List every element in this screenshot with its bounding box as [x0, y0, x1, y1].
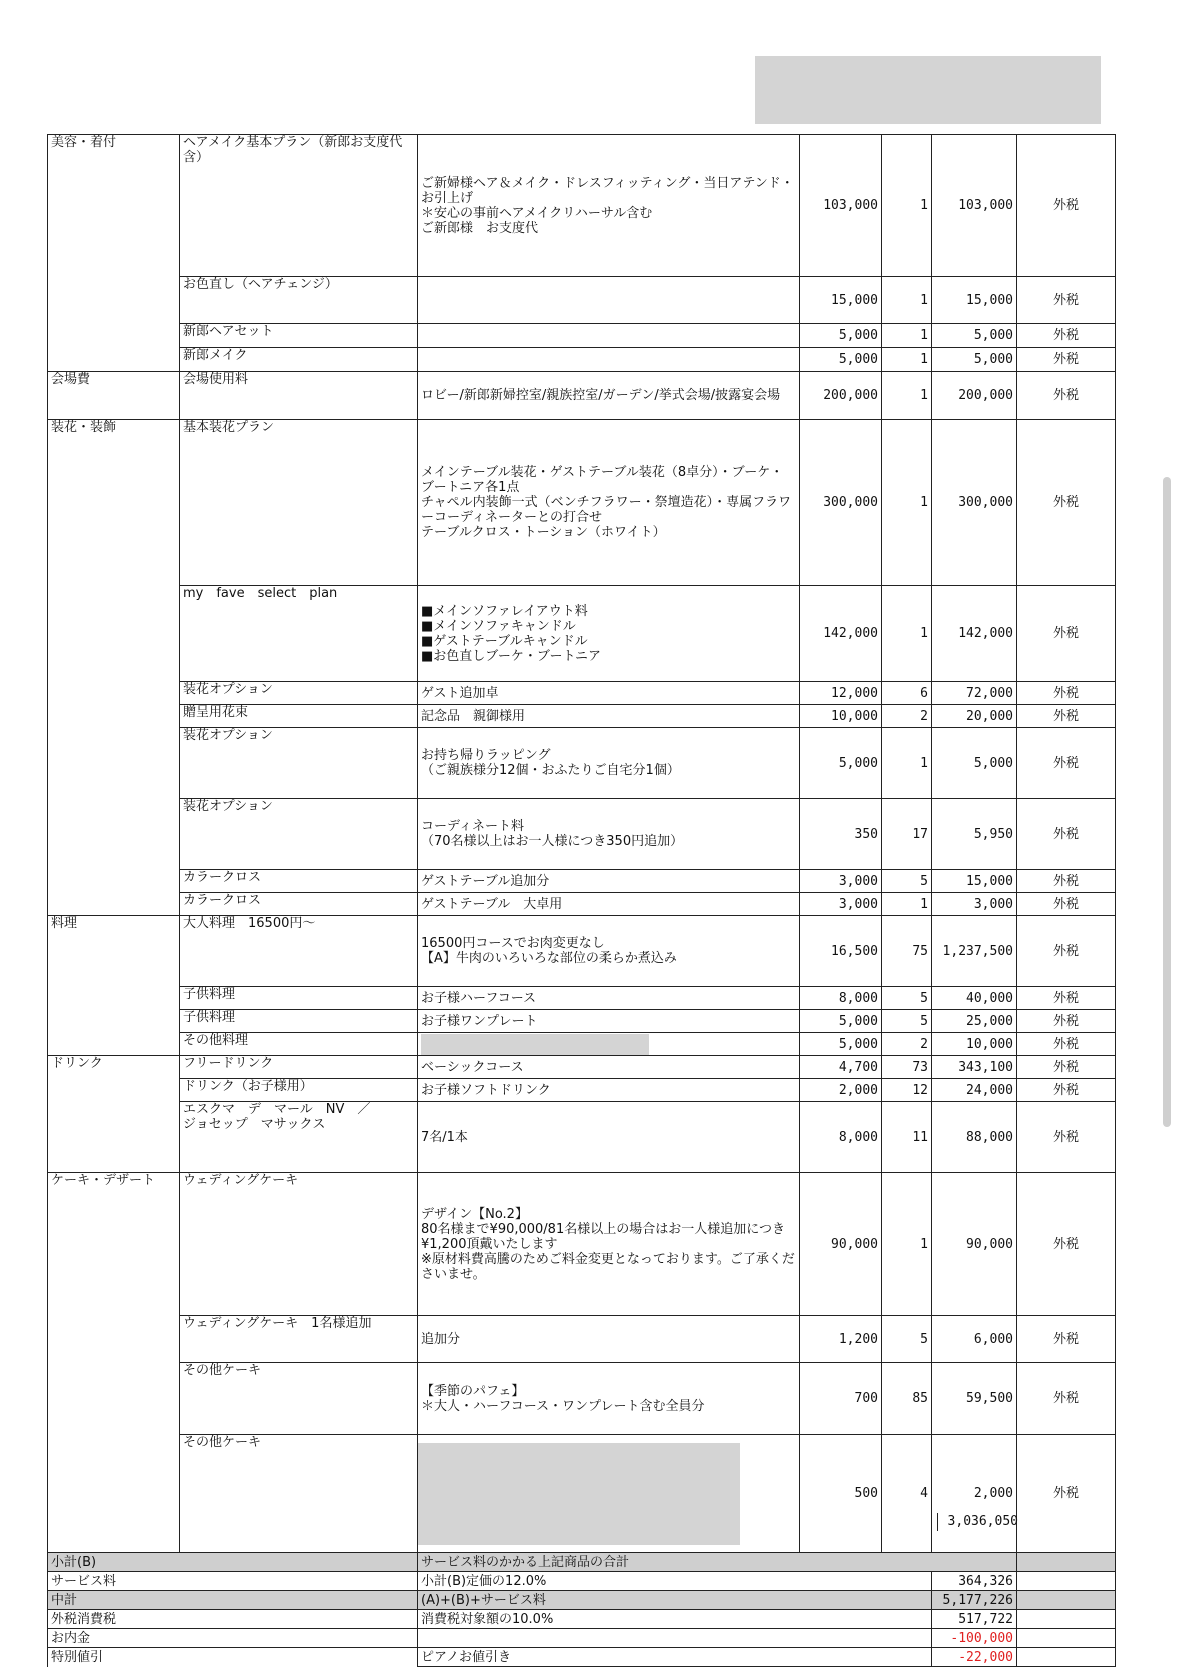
summary-row-midtotal: [48, 1591, 1116, 1610]
description-cell: [418, 1033, 800, 1056]
amount-cell: 343,100: [932, 1056, 1017, 1079]
summary-extra-cell: [1017, 1572, 1116, 1591]
amount-cell: 200,000: [932, 372, 1017, 420]
quantity-cell: 1: [882, 1173, 932, 1316]
table-row: [48, 586, 1116, 682]
summary-row-deposit: [48, 1629, 1116, 1648]
unit-price-cell: 142,000: [800, 586, 882, 682]
amount-cell: 24,000: [932, 1079, 1017, 1102]
amount-cell: 59,500: [932, 1363, 1017, 1435]
quantity-cell: 2: [882, 1033, 932, 1056]
description-cell: お子様ソフトドリンク: [418, 1079, 800, 1102]
amount-cell: 103,000: [932, 135, 1017, 277]
unit-price-cell: 4,700: [800, 1056, 882, 1079]
description-cell: ロビー/新郎新婦控室/親族控室/ガーデン/挙式会場/披露宴会場: [418, 372, 800, 420]
unit-price-cell: 2,000: [800, 1079, 882, 1102]
tax-type-cell: 外税: [1017, 1173, 1116, 1316]
summary-row-tax: [48, 1610, 1116, 1629]
item-cell: エスクマ デ マール NV ／ ジョセップ マサックス: [180, 1102, 418, 1173]
item-cell: 新郎メイク: [180, 348, 418, 372]
quantity-cell: 1: [882, 135, 932, 277]
item-cell: 子供料理: [180, 1010, 418, 1033]
vertical-scrollbar[interactable]: [1163, 477, 1171, 1127]
summary-row-subtotal: [48, 1553, 1116, 1572]
category-cell: 装花・装飾: [48, 420, 180, 916]
table-row: [48, 1102, 1116, 1173]
tax-type-cell: 外税: [1017, 1010, 1116, 1033]
item-cell: 子供料理: [180, 987, 418, 1010]
table-row: [48, 1010, 1116, 1033]
description-cell: 7名/1本: [418, 1102, 800, 1173]
amount-cell: 2,000: [932, 1435, 1017, 1553]
item-cell: 贈呈用花束: [180, 705, 418, 728]
table-row: [48, 870, 1116, 893]
amount-cell: 88,000: [932, 1102, 1017, 1173]
summary-description: [418, 1629, 932, 1648]
table-row: [48, 705, 1116, 728]
unit-price-cell: 8,000: [800, 1102, 882, 1173]
summary-label: 外税消費税: [48, 1610, 418, 1629]
unit-price-cell: 16,500: [800, 916, 882, 987]
description-cell: メインテーブル装花・ゲストテーブル装花（8卓分）・ブーケ・ブートニア各1点 チャペル内装飾一式（ベンチフラワー・祭壇造花）・専属フラワーコーディネーターとの打合せ テーブルクロス・トーション（ホワイト）: [418, 420, 800, 586]
tax-type-cell: 外税: [1017, 348, 1116, 372]
summary-amount: 517,722: [932, 1610, 1017, 1629]
table-row: [48, 799, 1116, 870]
summary-extra-cell: [1017, 1591, 1116, 1610]
item-cell: 基本装花プラン: [180, 420, 418, 586]
tax-type-cell: 外税: [1017, 916, 1116, 987]
unit-price-cell: 5,000: [800, 1033, 882, 1056]
tax-type-cell: 外税: [1017, 324, 1116, 348]
amount-cell: 10,000: [932, 1033, 1017, 1056]
tax-type-cell: 外税: [1017, 799, 1116, 870]
quantity-cell: 73: [882, 1056, 932, 1079]
quantity-cell: 17: [882, 799, 932, 870]
description-cell: 【季節のパフェ】 ＊大人・ハーフコース・ワンプレート含む全員分: [418, 1363, 800, 1435]
item-cell: フリードリンク: [180, 1056, 418, 1079]
amount-cell: 1,237,500: [932, 916, 1017, 987]
summary-row-service: [48, 1572, 1116, 1591]
tax-type-cell: 外税: [1017, 135, 1116, 277]
description-cell: 16500円コースでお肉変更なし 【A】牛肉のいろいろな部位の柔らか煮込み: [418, 916, 800, 987]
unit-price-cell: 350: [800, 799, 882, 870]
unit-price-cell: 103,000: [800, 135, 882, 277]
tax-type-cell: 外税: [1017, 420, 1116, 586]
table-row: [48, 372, 1116, 420]
unit-price-cell: 500: [800, 1435, 882, 1553]
table-row: [48, 1363, 1116, 1435]
summary-amount: 364,326: [932, 1572, 1017, 1591]
unit-price-cell: 90,000: [800, 1173, 882, 1316]
amount-cell: 5,000: [932, 728, 1017, 799]
quantity-cell: 4: [882, 1435, 932, 1553]
summary-label: 中計: [48, 1591, 418, 1610]
table-row: [48, 324, 1116, 348]
unit-price-cell: 1,200: [800, 1316, 882, 1363]
description-cell: ご新婦様ヘア＆メイク・ドレスフィッティング・当日アテンド・お引上げ ＊安心の事前ヘアメイクリハーサル含む ご新郎様 お支度代: [418, 135, 800, 277]
tax-type-cell: 外税: [1017, 1102, 1116, 1173]
description-cell: ■メインソファレイアウト料 ■メインソファキャンドル ■ゲストテーブルキャンドル ■お色直しブーケ・ブートニア: [418, 586, 800, 682]
item-cell: 装花オプション: [180, 682, 418, 705]
summary-description: サービス料のかかる上記商品の合計: [418, 1553, 1017, 1572]
amount-cell: 90,000: [932, 1173, 1017, 1316]
unit-price-cell: 12,000: [800, 682, 882, 705]
tax-type-cell: 外税: [1017, 1079, 1116, 1102]
description-cell: ゲストテーブル追加分: [418, 870, 800, 893]
summary-description: 消費税対象額の10.0%: [418, 1610, 932, 1629]
unit-price-cell: 3,000: [800, 870, 882, 893]
summary-label: サービス料: [48, 1572, 418, 1591]
amount-cell: 6,000: [932, 1316, 1017, 1363]
unit-price-cell: 3,000: [800, 893, 882, 916]
summary-row-discount: [48, 1648, 1116, 1667]
item-cell: ウェディングケーキ 1名様追加: [180, 1316, 418, 1363]
amount-cell: 142,000: [932, 586, 1017, 682]
amount-cell: 300,000: [932, 420, 1017, 586]
description-cell: お子様ワンプレート: [418, 1010, 800, 1033]
table-row: [48, 1056, 1116, 1079]
summary-amount: -22,000: [932, 1648, 1017, 1667]
description-cell: コーディネート料 （70名様以上はお一人様につき350円追加）: [418, 799, 800, 870]
description-cell: お子様ハーフコース: [418, 987, 800, 1010]
summary-extra-cell: [1017, 1610, 1116, 1629]
amount-cell: 72,000: [932, 682, 1017, 705]
tax-type-cell: 外税: [1017, 1363, 1116, 1435]
quantity-cell: 75: [882, 916, 932, 987]
unit-price-cell: 5,000: [800, 1010, 882, 1033]
quantity-cell: 1: [882, 586, 932, 682]
quantity-cell: 1: [882, 728, 932, 799]
tax-type-cell: 外税: [1017, 1033, 1116, 1056]
item-cell: カラークロス: [180, 870, 418, 893]
category-cell: 料理: [48, 916, 180, 1056]
amount-cell: 40,000: [932, 987, 1017, 1010]
summary-description: ピアノお値引き: [418, 1648, 932, 1667]
summary-extra-cell: [1017, 1648, 1116, 1667]
description-cell: [418, 277, 800, 324]
summary-description: 小計(B)定価の12.0%: [418, 1572, 932, 1591]
subtotal-amount: 3,036,050: [937, 1513, 1021, 1531]
amount-cell: 3,000: [932, 893, 1017, 916]
quantity-cell: 6: [882, 682, 932, 705]
category-cell: 美容・着付: [48, 135, 180, 372]
tax-type-cell: 外税: [1017, 586, 1116, 682]
tax-type-cell: 外税: [1017, 1056, 1116, 1079]
amount-cell: 5,950: [932, 799, 1017, 870]
quantity-cell: 1: [882, 348, 932, 372]
summary-label: 小計(B): [48, 1553, 418, 1572]
category-cell: ケーキ・デザート: [48, 1173, 180, 1553]
description-cell: 記念品 親御様用: [418, 705, 800, 728]
table-row: [48, 1079, 1116, 1102]
tax-type-cell: 外税: [1017, 277, 1116, 324]
unit-price-cell: 5,000: [800, 728, 882, 799]
table-row: [48, 348, 1116, 372]
table-row: [48, 420, 1116, 586]
amount-cell: 5,000: [932, 348, 1017, 372]
quantity-cell: 5: [882, 1316, 932, 1363]
tax-type-cell: 外税: [1017, 987, 1116, 1010]
unit-price-cell: 200,000: [800, 372, 882, 420]
category-cell: ドリンク: [48, 1056, 180, 1173]
tax-type-cell: 外税: [1017, 728, 1116, 799]
quantity-cell: 5: [882, 1010, 932, 1033]
table-row: [48, 277, 1116, 324]
unit-price-cell: 300,000: [800, 420, 882, 586]
tax-type-cell: 外税: [1017, 705, 1116, 728]
estimate-table: [47, 134, 1116, 1667]
item-cell: カラークロス: [180, 893, 418, 916]
table-row: [48, 1033, 1116, 1056]
unit-price-cell: 700: [800, 1363, 882, 1435]
amount-cell: 25,000: [932, 1010, 1017, 1033]
unit-price-cell: 5,000: [800, 324, 882, 348]
item-cell: 会場使用料: [180, 372, 418, 420]
description-cell: ゲストテーブル 大卓用: [418, 893, 800, 916]
item-cell: 新郎ヘアセット: [180, 324, 418, 348]
table-row: [48, 1435, 1116, 1553]
description-cell: [418, 1435, 800, 1553]
category-cell: 会場費: [48, 372, 180, 420]
quantity-cell: 11: [882, 1102, 932, 1173]
tax-type-cell: 外税: [1017, 682, 1116, 705]
tax-type-cell: 外税: [1017, 372, 1116, 420]
description-cell: [418, 324, 800, 348]
description-cell: お持ち帰りラッピング （ご親族様分12個・おふたりご自宅分1個）: [418, 728, 800, 799]
item-cell: my fave select plan: [180, 586, 418, 682]
unit-price-cell: 8,000: [800, 987, 882, 1010]
table-row: [48, 916, 1116, 987]
item-cell: 装花オプション: [180, 728, 418, 799]
amount-cell: 5,000: [932, 324, 1017, 348]
quantity-cell: 1: [882, 893, 932, 916]
redacted-block: [418, 1443, 741, 1545]
summary-amount: -100,000: [932, 1629, 1017, 1648]
item-cell: 大人料理 16500円～: [180, 916, 418, 987]
table-row: [48, 893, 1116, 916]
quantity-cell: 85: [882, 1363, 932, 1435]
quantity-cell: 1: [882, 324, 932, 348]
item-cell: その他料理: [180, 1033, 418, 1056]
description-cell: [418, 348, 800, 372]
item-cell: お色直し（ヘアチェンジ）: [180, 277, 418, 324]
amount-cell: 15,000: [932, 870, 1017, 893]
item-cell: その他ケーキ: [180, 1363, 418, 1435]
description-cell: ベーシックコース: [418, 1056, 800, 1079]
table-row: [48, 1173, 1116, 1316]
quantity-cell: 1: [882, 372, 932, 420]
item-cell: 装花オプション: [180, 799, 418, 870]
summary-extra-cell: [1017, 1629, 1116, 1648]
summary-extra-cell: [1017, 1553, 1116, 1572]
quantity-cell: 1: [882, 420, 932, 586]
tax-type-cell: 外税: [1017, 893, 1116, 916]
quantity-cell: 2: [882, 705, 932, 728]
item-cell: ヘアメイク基本プラン（新郎お支度代含）: [180, 135, 418, 277]
summary-label: お内金: [48, 1629, 418, 1648]
tax-type-cell: 外税: [1017, 1435, 1116, 1553]
table-row: [48, 728, 1116, 799]
quantity-cell: 5: [882, 987, 932, 1010]
table-row: [48, 1316, 1116, 1363]
description-cell: ゲスト追加卓: [418, 682, 800, 705]
item-cell: その他ケーキ: [180, 1435, 418, 1553]
tax-type-cell: 外税: [1017, 1316, 1116, 1363]
description-cell: デザイン【No.2】 80名様まで¥90,000/81名様以上の場合はお一人様追加につき¥1,200頂戴いたします ※原材料費高騰のためご料金変更となっております。ご了承くださいませ。: [418, 1173, 800, 1316]
description-cell: 追加分: [418, 1316, 800, 1363]
amount-cell: 15,000: [932, 277, 1017, 324]
redacted-block: [421, 1034, 649, 1055]
item-cell: ウェディングケーキ: [180, 1173, 418, 1316]
amount-cell: 20,000: [932, 705, 1017, 728]
summary-label: 特別値引: [48, 1648, 418, 1667]
item-cell: ドリンク（お子様用）: [180, 1079, 418, 1102]
summary-amount: 5,177,226: [932, 1591, 1017, 1610]
table-row: [48, 135, 1116, 277]
table-row: [48, 987, 1116, 1010]
table-row: [48, 682, 1116, 705]
tax-type-cell: 外税: [1017, 870, 1116, 893]
quantity-cell: 1: [882, 277, 932, 324]
quantity-cell: 5: [882, 870, 932, 893]
unit-price-cell: 10,000: [800, 705, 882, 728]
unit-price-cell: 15,000: [800, 277, 882, 324]
redacted-header-block: [755, 56, 1101, 124]
summary-description: (A)+(B)+サービス料: [418, 1591, 932, 1610]
unit-price-cell: 5,000: [800, 348, 882, 372]
quantity-cell: 12: [882, 1079, 932, 1102]
